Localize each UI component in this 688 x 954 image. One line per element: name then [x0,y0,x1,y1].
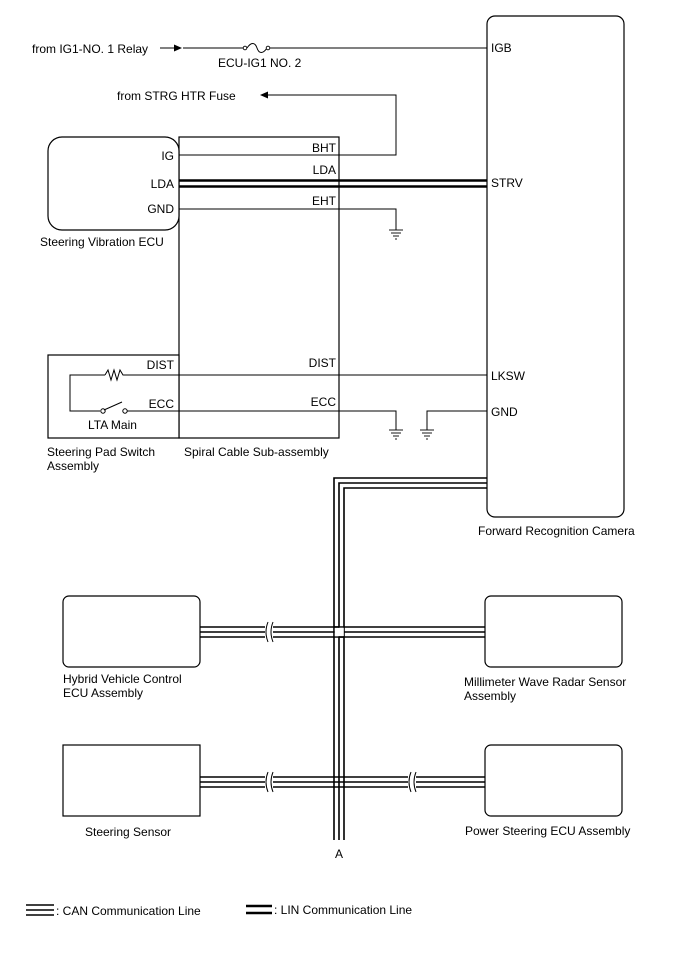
pin-ecc-spiral: ECC [310,395,336,409]
pin-strv: STRV [491,176,523,190]
can-legend-label: : CAN Communication Line [56,904,201,918]
lin-legend-icon [246,906,272,913]
radar-sensor-label-2: Assembly [464,689,517,703]
ground-icon [389,230,403,239]
steering-pad-switch-label-2: Assembly [47,459,100,473]
power-steering-ecu-label: Power Steering ECU Assembly [465,824,631,838]
ground-icon [420,430,434,439]
pin-bht: BHT [312,141,336,155]
pin-lda-spiral: LDA [312,163,336,177]
ground-icon [389,430,403,439]
pin-igb: IGB [491,41,512,55]
pin-ig: IG [161,149,174,163]
strg-fuse-label: from STRG HTR Fuse [117,89,236,103]
spiral-cable-label: Spiral Cable Sub-assembly [184,445,329,459]
pin-eht: EHT [312,194,336,208]
pin-ecc-pad: ECC [148,397,174,411]
pin-dist-pad: DIST [146,358,174,372]
pin-gnd-ecu: GND [147,202,174,216]
spiral-cable-box [179,137,339,438]
fuse-icon [243,44,270,53]
pin-dist-spiral: DIST [308,356,336,370]
forward-camera-label: Forward Recognition Camera [478,524,635,538]
steering-vibration-ecu-label: Steering Vibration ECU [40,235,164,249]
fuse-label: ECU-IG1 NO. 2 [218,56,302,70]
break-mark-lower-left [265,772,273,792]
ig1-relay-label: from IG1-NO. 1 Relay [32,42,149,56]
break-mark-upper [265,622,273,642]
hybrid-ecu-label-1: Hybrid Vehicle Control [63,672,182,686]
radar-sensor-label-1: Millimeter Wave Radar Sensor [464,675,627,689]
power-steering-ecu-box [485,745,622,816]
hybrid-ecu-box [63,596,200,667]
can-legend-icon [26,905,54,915]
break-mark-lower-right [408,772,416,792]
steering-sensor-box [63,745,200,816]
lta-main-label: LTA Main [88,418,137,432]
steering-sensor-label: Steering Sensor [85,825,172,839]
can-bus [200,478,487,840]
arrow-left-icon [260,92,268,99]
pin-lksw: LKSW [491,369,526,383]
arrow-right-icon [160,45,182,52]
camera-gnd-wire [427,411,487,430]
lin-legend-label: : LIN Communication Line [274,903,413,917]
bus-end-label: A [335,847,344,861]
pin-lda-ecu: LDA [150,177,174,191]
pin-gnd-camera: GND [491,405,518,419]
radar-sensor-box [485,596,622,667]
hybrid-ecu-label-2: ECU Assembly [63,686,144,700]
steering-pad-switch-label-1: Steering Pad Switch [47,445,156,459]
forward-camera-box [487,16,624,517]
